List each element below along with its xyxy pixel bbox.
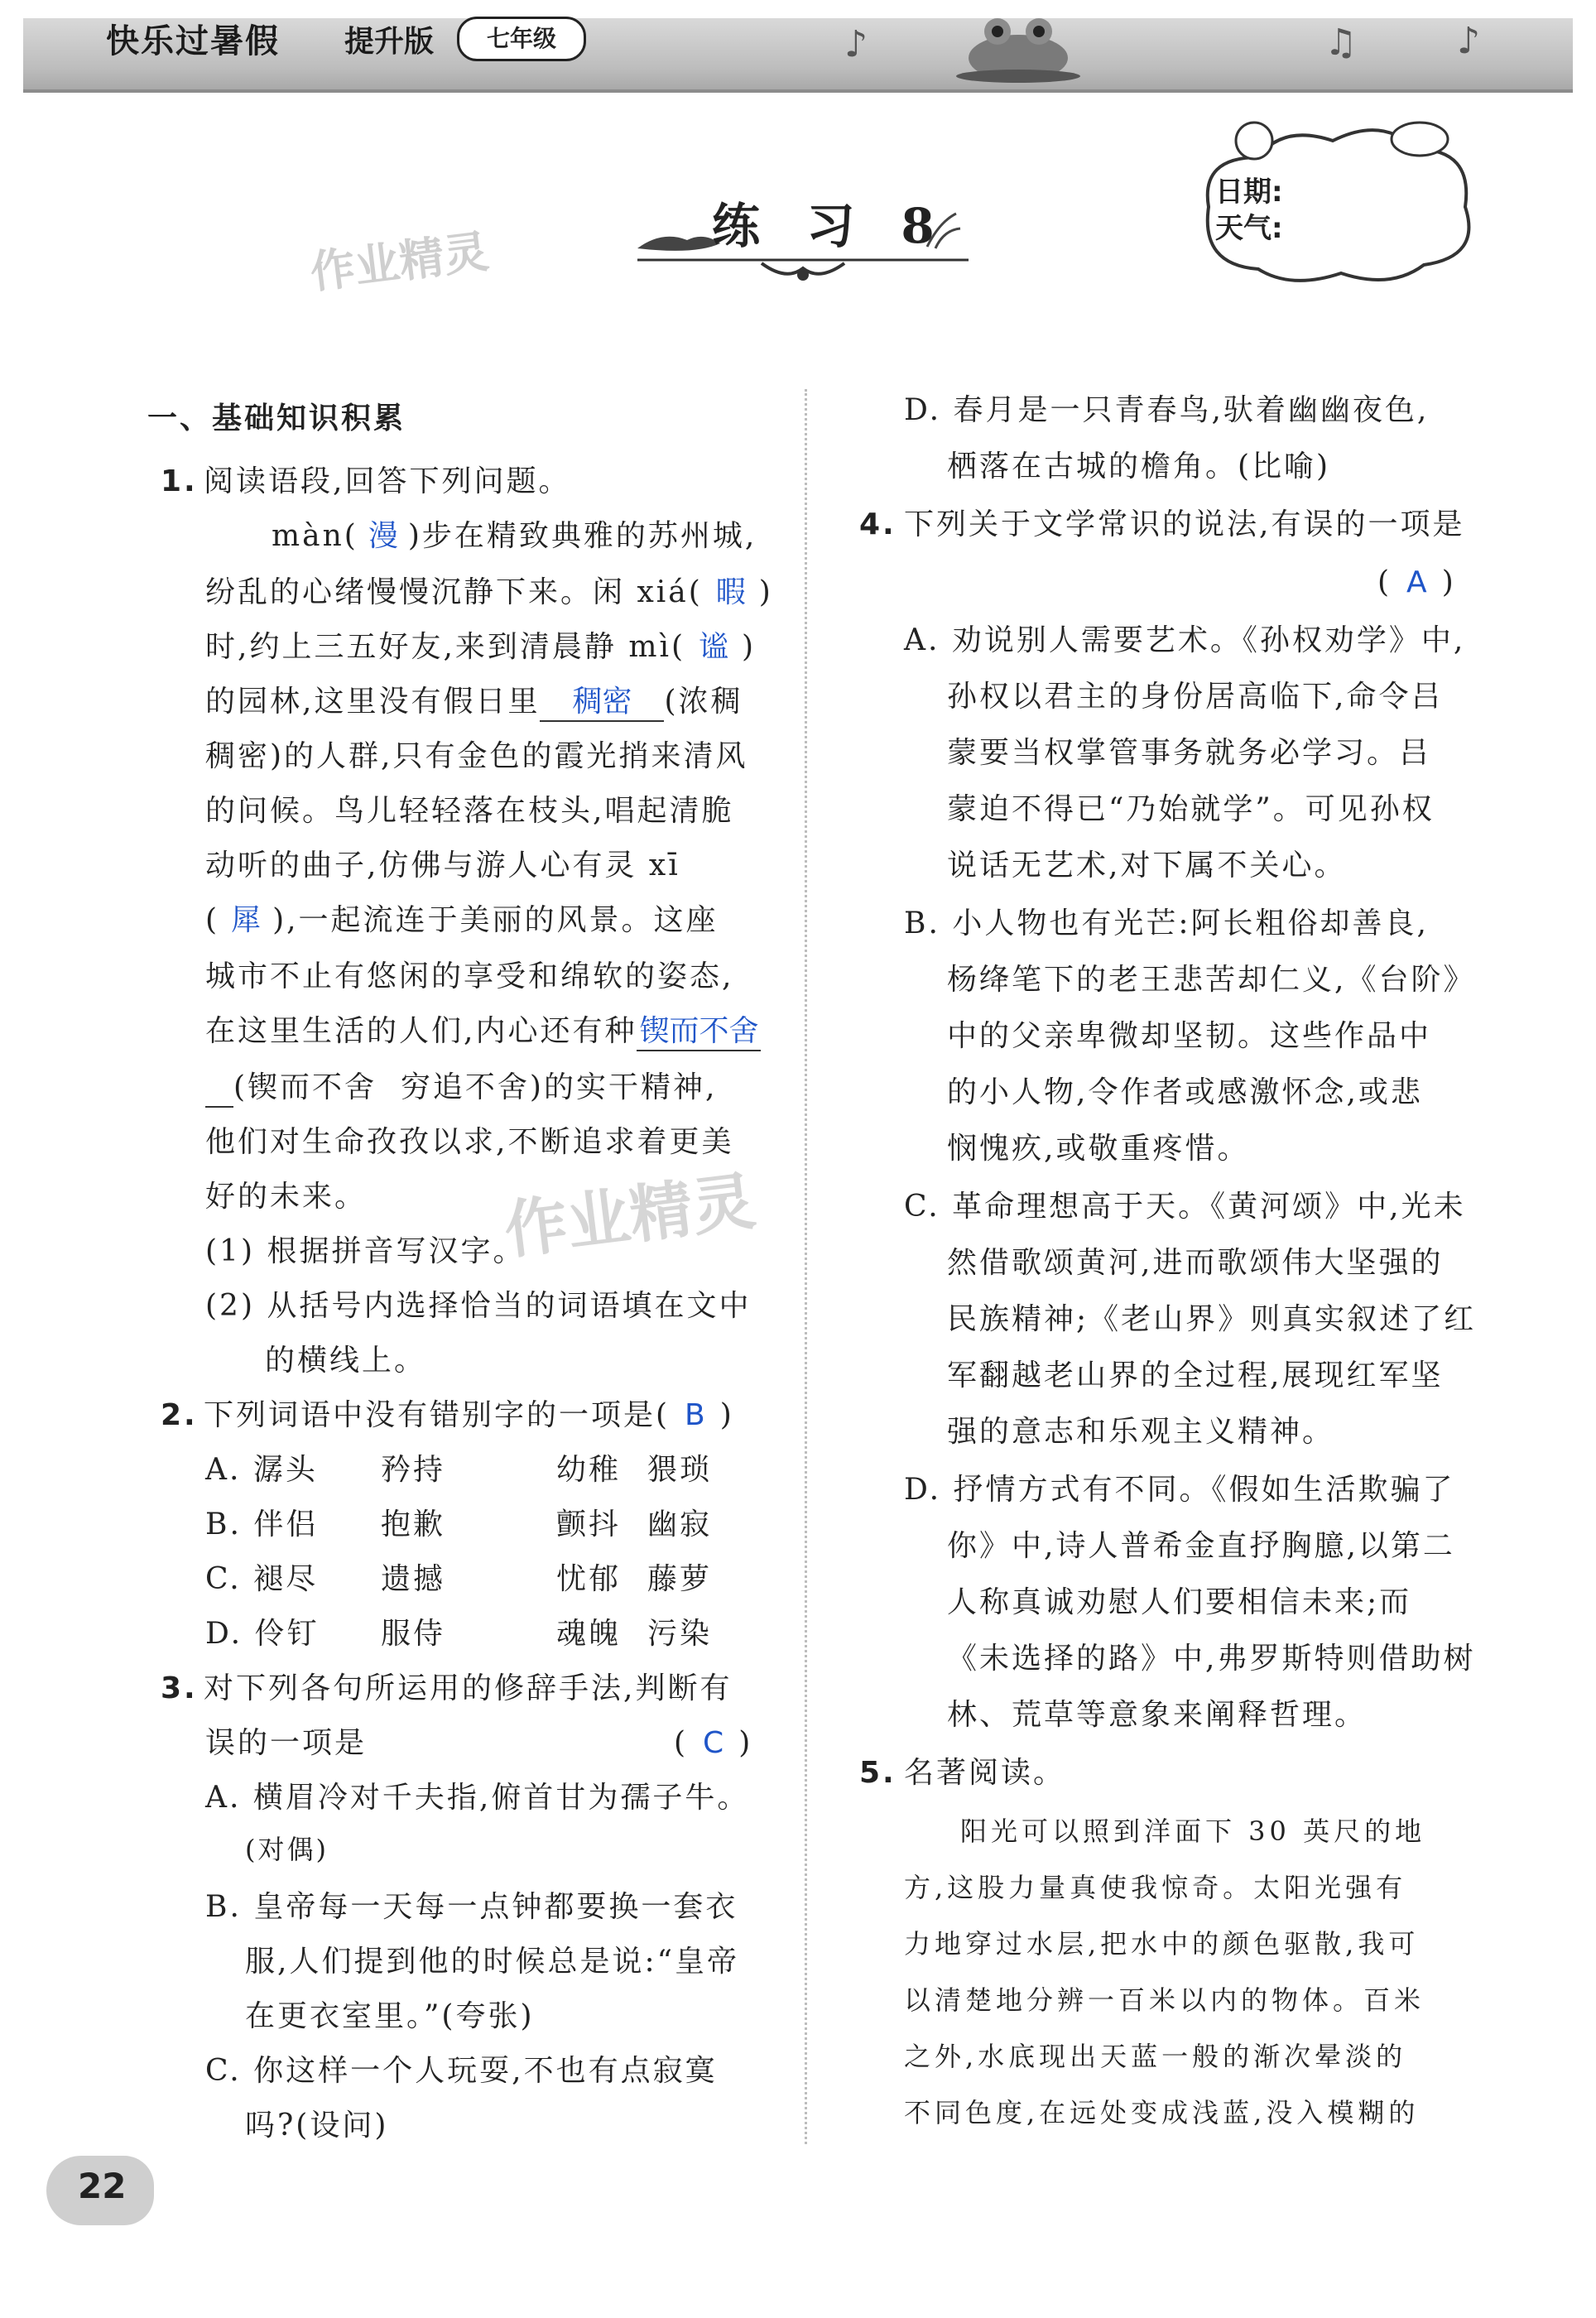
q1-answer-4: 稠密 — [540, 684, 664, 722]
q5-stem: 名著阅读。 — [904, 1756, 1066, 1790]
q4-option-b-5: 悯愧疚,或敬重疼惜。 — [947, 1132, 1250, 1166]
q2-option-b-word-2: 抱歉 — [381, 1508, 446, 1541]
q4-option-a-2: 孙权以君主的身份居高临下,命令吕 — [947, 680, 1444, 714]
grade-badge: 七年级 — [457, 17, 586, 61]
q1-sub-2b: 的横线上。 — [265, 1344, 427, 1378]
q1-answer-1: 漫 — [368, 519, 398, 553]
q4-option-b-1: B. 小人物也有光芒:阿长粗俗却善良, — [904, 907, 1429, 940]
frog-illustration — [952, 8, 1084, 83]
q3-option-b-3: 在更衣室里。”(夸张) — [245, 1999, 535, 2033]
q1-number: 1. — [161, 464, 198, 498]
q4-option-b-2: 杨绛笔下的老王悲苦却仁义,《台阶》 — [947, 963, 1476, 997]
book-title: 快乐过暑假 — [106, 22, 280, 60]
q1-line-12: 他们对生命孜孜以求,不断追求着更美 — [205, 1125, 734, 1159]
q2-option-c: C. 褪尽 — [205, 1562, 319, 1596]
q4-number: 4. — [859, 507, 897, 541]
q1-line-13: 好的未来。 — [205, 1180, 368, 1214]
q2-option-d: D. 伶钉 — [205, 1617, 320, 1651]
q1-answer-6: 锲而不舍 — [637, 1013, 761, 1051]
q4-option-d-4: 《未选择的路》中,弗罗斯特则借助树 — [947, 1642, 1476, 1676]
q4-stem: 下列关于文学常识的说法,有误的一项是 — [904, 507, 1465, 541]
q2-option-a-word-3: 幼稚 — [556, 1453, 622, 1487]
q2-option-d-word-4: 污染 — [647, 1617, 713, 1651]
q3-option-c-2: 吗?(设问) — [245, 2109, 389, 2142]
q4-option-a-3: 蒙要当权掌管事务就务必学习。吕 — [947, 736, 1432, 770]
q4-option-d-3: 人称真诚劝慰人们要相信未来;而 — [947, 1585, 1412, 1619]
q4-option-a-1: A. 劝说别人需要艺术。《孙权劝学》中, — [904, 623, 1466, 657]
music-note-icon-3: ♪ — [1457, 20, 1481, 62]
q2-option-d-word-2: 服侍 — [381, 1617, 446, 1651]
exercise-title: 练 习 8 — [712, 198, 949, 254]
q3-option-d-1: D. 春月是一只青春鸟,驮着幽幽夜色, — [904, 393, 1430, 427]
q2-option-b-word-3: 颤抖 — [556, 1508, 622, 1541]
watermark: 作业精灵 — [307, 225, 492, 299]
q1-line-7: 动听的曲子,仿佛与游人心有灵 xī — [205, 849, 680, 882]
watermark-center: 作业精灵 — [500, 1163, 760, 1268]
q1-line-11: (锲而不舍 穷追不舍)的实干精神, — [205, 1070, 717, 1108]
q5-passage-1: 阳光可以照到洋面下 30 英尺的地 — [960, 1815, 1426, 1847]
book-edition: 提升版 — [344, 25, 435, 59]
q4-answer-box: ( A ) — [1377, 565, 1456, 599]
q4-option-a-4: 蒙迫不得已“乃始就学”。可见孙权 — [947, 792, 1435, 826]
q4-option-c-3: 民族精神;《老山界》则真实叙述了红 — [947, 1302, 1477, 1336]
q5-passage-4: 以清楚地分辨一百米以内的物体。百米 — [904, 1984, 1425, 2016]
q1-line-1: màn( 漫 )步在精致典雅的苏州城, — [272, 519, 757, 553]
q1-line-9: 城市不止有悠闲的享受和绵软的姿态, — [205, 959, 734, 993]
q3-answer-box: ( C ) — [674, 1726, 753, 1760]
q1-line-2: 纷乱的心绪慢慢沉静下来。闲 xiá( 暇 ) — [205, 575, 773, 609]
q4-option-d-5: 林、荒草等意象来阐释哲理。 — [947, 1698, 1368, 1732]
q3-option-d-2: 栖落在古城的檐角。(比喻) — [947, 450, 1331, 483]
q4-option-c-5: 强的意志和乐观主义精神。 — [947, 1415, 1335, 1449]
column-divider — [805, 389, 807, 2144]
date-label: 日期: — [1215, 176, 1283, 209]
q4-option-c-4: 军翻越老山界的全过程,展现红军坚 — [947, 1359, 1444, 1392]
q5-number: 5. — [859, 1756, 897, 1790]
q4-option-d-1: D. 抒情方式有不同。《假如生活欺骗了 — [904, 1473, 1455, 1507]
q3-option-b-2: 服,人们提到他的时候总是说:“皇帝 — [245, 1945, 739, 1979]
q2-stem: 下列词语中没有错别字的一项是( B ) — [204, 1398, 734, 1432]
q4-option-a-5: 说话无艺术,对下属不关心。 — [947, 849, 1347, 882]
q1-line-5: 稠密)的人群,只有金色的霞光捎来清风 — [205, 739, 748, 773]
q2-option-b-word-4: 幽寂 — [647, 1508, 713, 1541]
q3-number: 3. — [161, 1671, 198, 1705]
q4-answer: A — [1406, 565, 1427, 599]
page-number: 22 — [78, 2166, 127, 2206]
q1-line-8: ( 犀 ),一起流连于美丽的风景。这座 — [205, 903, 719, 937]
q1-answer-5: 犀 — [231, 903, 262, 937]
q1-answer-2: 暇 — [715, 575, 746, 609]
q2-option-b: B. 伴侣 — [205, 1508, 319, 1541]
music-note-icon-2: ♫ — [1324, 22, 1358, 64]
q5-passage-2: 方,这股力量真使我惊奇。太阳光强有 — [904, 1872, 1407, 1903]
q4-option-c-1: C. 革命理想高于天。《黄河颂》中,光未 — [904, 1190, 1466, 1224]
q4-option-c-2: 然借歌颂黄河,进而歌颂伟大坚强的 — [947, 1246, 1444, 1280]
q2-option-a: A. 潺头 — [205, 1453, 318, 1487]
q1-answer-3: 谧 — [699, 630, 729, 664]
q1-line-4: 的园林,这里没有假日里 稠密 (浓稠 — [205, 684, 743, 722]
q3-stem-a: 对下列各句所运用的修辞手法,判断有 — [204, 1671, 733, 1705]
q1-sub-2a: (2) 从括号内选择恰当的词语填在文中 — [205, 1289, 752, 1323]
music-note-icon: ♪ — [844, 23, 868, 65]
q2-number: 2. — [161, 1398, 198, 1432]
q5-passage-5: 之外,水底现出天蓝一般的渐次晕淡的 — [904, 2041, 1407, 2072]
q3-stem-b: 误的一项是 — [205, 1726, 368, 1760]
q2-option-d-word-3: 魂魄 — [556, 1617, 622, 1651]
q2-option-a-word-2: 矜持 — [381, 1453, 446, 1487]
q2-answer: B — [685, 1398, 705, 1432]
q2-option-c-word-2: 遗撼 — [381, 1562, 446, 1596]
q3-option-a-tag: (对偶) — [245, 1834, 329, 1865]
q3-option-a: A. 横眉冷对千夫指,俯首甘为孺子牛。 — [205, 1781, 750, 1815]
q1-sub-1: (1) 根据拼音写汉字。 — [205, 1234, 526, 1268]
q5-passage-3: 力地穿过水层,把水中的颜色驱散,我可 — [904, 1928, 1420, 1960]
q4-option-b-4: 的小人物,令作者或感激怀念,或悲 — [947, 1075, 1423, 1109]
q4-option-b-3: 中的父亲卑微却坚韧。这些作品中 — [947, 1019, 1432, 1053]
q1-line-3: 时,约上三五好友,来到清晨静 mì( 谧 ) — [205, 630, 757, 664]
q1-stem: 阅读语段,回答下列问题。 — [204, 464, 571, 498]
q2-option-c-word-3: 忧郁 — [556, 1562, 622, 1596]
q2-option-a-word-4: 猥琐 — [647, 1453, 713, 1487]
q3-answer: C — [703, 1726, 724, 1760]
q1-line-10: 在这里生活的人们,内心还有种锲而不舍 — [205, 1013, 761, 1051]
q3-option-c-1: C. 你这样一个人玩耍,不也有点寂寞 — [205, 2054, 718, 2088]
weather-label: 天气: — [1215, 212, 1283, 245]
q4-option-d-2: 你》中,诗人普希金直抒胸臆,以第二 — [947, 1529, 1455, 1563]
q2-option-c-word-4: 藤萝 — [647, 1562, 713, 1596]
section-heading: 一、基础知识积累 — [147, 402, 406, 435]
q3-option-b-1: B. 皇帝每一天每一点钟都要换一套衣 — [205, 1890, 738, 1924]
q1-line-6: 的问候。鸟儿轻轻落在枝头,唱起清脆 — [205, 794, 734, 828]
q5-passage-6: 不同色度,在远处变成浅蓝,没入模糊的 — [904, 2097, 1420, 2128]
